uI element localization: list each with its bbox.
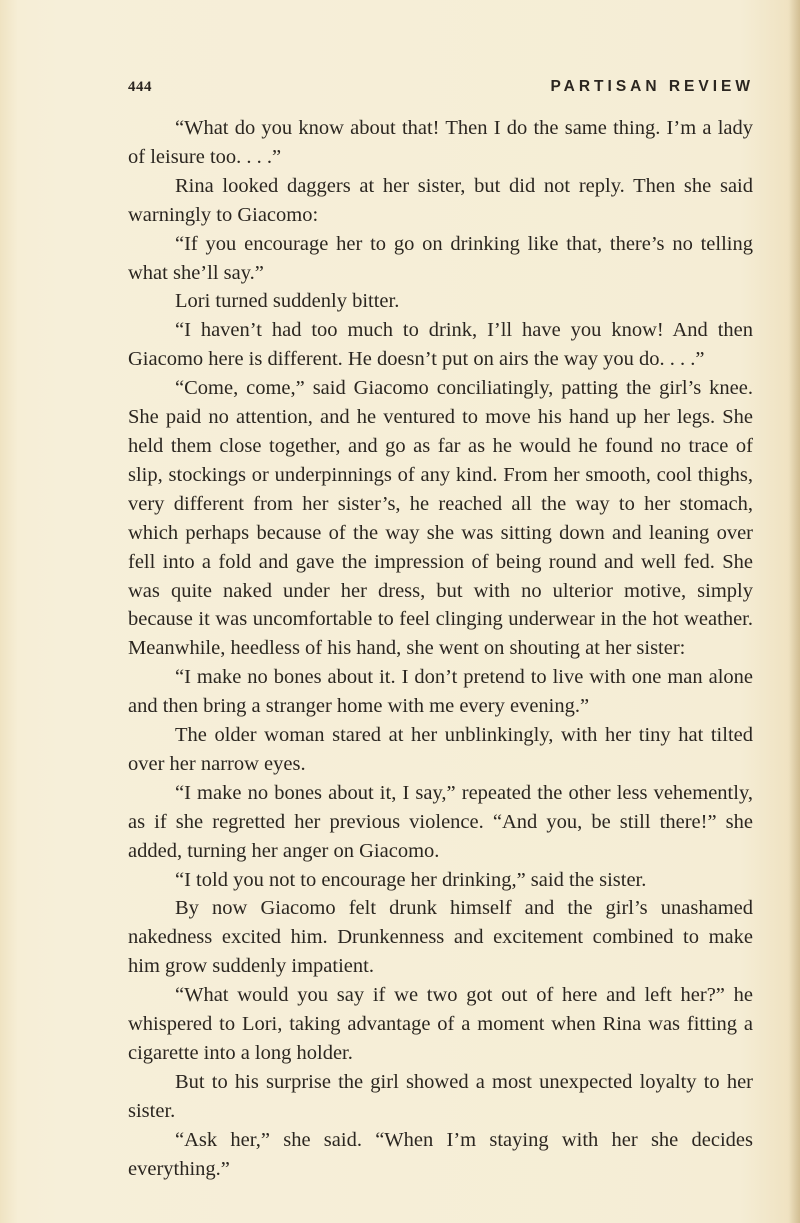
paragraph: But to his surprise the girl showed a most unexpected loyalty to her sister. — [128, 1070, 753, 1122]
paragraph: “If you encourage her to go on drinking like that, there’s no telling what she’ll say.” — [128, 232, 753, 284]
paragraph: “Ask her,” she said. “When I’m staying with her she decides everything.” — [128, 1128, 753, 1180]
running-head: PARTISAN REVIEW — [550, 78, 754, 95]
body-text — [128, 114, 753, 1184]
paragraph: “I make no bones about it, I say,” repeated the other less vehemently, as if she regretted her previous violence. “And you, be still there!” she added, turning her anger on Giacomo. — [128, 781, 753, 862]
page-number: 444 — [128, 79, 152, 95]
paragraph: Lori turned suddenly bitter. — [175, 290, 400, 313]
paragraph: “Come, come,” said Giacomo conciliatingly, patting the girl’s knee. She paid no attention, and he ventured to move his hand up her legs. She held them close together, and go as far as he would he found no trace of slip, stockings or underpinnings of any kind. From her smooth, cool thighs, very different from her sister’s, he reached all the way to her stomach, which perhaps because of the way she was sitting down and leaning over fell into a fold and gave the impression of being round and well fed. She was quite naked under her dress, but with no ulterior motive, simply because it was uncomfortable to feel clinging underwear in the hot weather. Meanwhile, heedless of his hand, she went on shouting at her sister: — [128, 377, 753, 660]
page-edge-shadow — [788, 0, 800, 1223]
paragraph: Rina looked daggers at her sister, but did not reply. Then she said warningly to Giacomo: — [128, 174, 753, 226]
paragraph: “I haven’t had too much to drink, I’ll have you know! And then Giacomo here is different. He doesn’t put on airs the way you do. . . .” — [128, 319, 753, 371]
paragraph: “I make no bones about it. I don’t pretend to live with one man alone and then bring a stranger home with me every evening.” — [128, 666, 753, 718]
page-header — [128, 78, 754, 102]
paragraph: “What would you say if we two got out of here and left her?” he whispered to Lori, taking advantage of a moment when Rina was fitting a cigarette into a long holder. — [128, 984, 753, 1064]
paragraph: By now Giacomo felt drunk himself and the girl’s unashamed nakedness excited him. Drunkenness and excitement combined to make him grow suddenly impatient. — [128, 897, 753, 978]
paragraph: “What do you know about that! Then I do the same thing. I’m a lady of leisure too. . . .” — [128, 117, 753, 168]
paragraph: “I told you not to encourage her drinking,” said the sister. — [175, 868, 647, 891]
paragraph: The older woman stared at her unblinkingly, with her tiny hat tilted over her narrow eyes. — [128, 724, 753, 775]
